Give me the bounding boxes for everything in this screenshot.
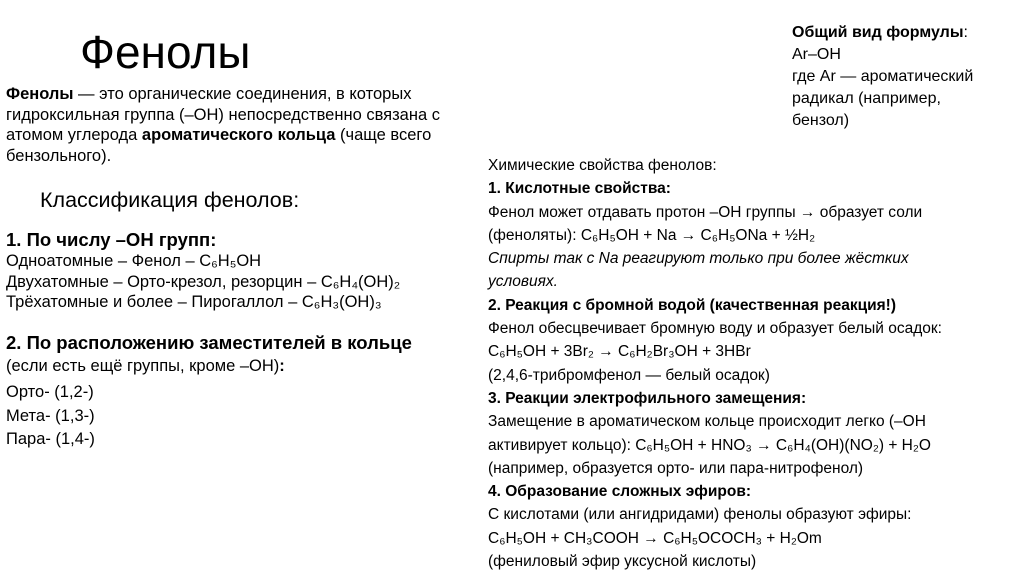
chem-p3-line3: (например, образуется орто- или пара-нитрофенол) <box>488 459 864 477</box>
formula-text: Ar–OH <box>792 46 841 63</box>
chem-p3-line1: Замещение в ароматическом кольце происходит легко (–OH <box>488 413 926 431</box>
section2-note-colon: : <box>279 357 285 375</box>
general-formula-box <box>792 22 973 132</box>
section1-heading: 1. По числу –OH групп: <box>6 229 217 250</box>
definition-text-2: (чаще всего бензольного). <box>6 126 432 165</box>
section1-line-monohydric: Одноатомные – Фенол – C₆H₅OH <box>6 252 262 270</box>
section2-note <box>6 355 285 377</box>
chem-p4-line1: С кислотами (или ангидридами) фенолы образуют эфиры: <box>488 506 912 524</box>
chemical-properties-block <box>488 154 1024 573</box>
section2-heading: 2. По расположению заместителей в кольце <box>6 332 412 353</box>
formula-where-3: бензол) <box>792 112 850 129</box>
formula-where-2: радикал (например, <box>792 90 941 107</box>
chem-p4-title: 4. Образование сложных эфиров: <box>488 483 752 501</box>
formula-heading: Общий вид формулы <box>792 24 964 41</box>
section1-list <box>6 251 400 313</box>
section2-list <box>6 381 95 452</box>
classification-title <box>40 186 299 214</box>
chem-p1-italic1: Спирты так с Na реагируют только при более жёстких <box>488 250 909 268</box>
classification-title-colon: : <box>293 188 300 212</box>
classification-title-text: Классификация фенолов <box>40 188 294 212</box>
section2-line-meta: Мета- (1,3-) <box>6 406 95 425</box>
chem-p2-line2: C₆H₅OH + 3Br₂ → C₆H₂Br₃OH + 3HBr <box>488 343 751 361</box>
chem-heading: Химические свойства фенолов: <box>488 157 717 174</box>
section1-line-trihydric: Трёхатомные и более – Пирогаллол – C₆H₃(OH)₃ <box>6 293 382 311</box>
section2-line-para: Пара- (1,4-) <box>6 430 95 448</box>
chem-p3-line2: активирует кольцо): C₆H₅OH + HNO₃ → C₆H₄(OH)(NO₂) + H₂O <box>488 436 931 454</box>
chem-p1-line1: Фенол может отдавать протон –OH группы → образует соли <box>488 203 923 221</box>
section2-line-ortho: Орто- (1,2-) <box>6 383 94 401</box>
definition-paragraph <box>6 84 492 166</box>
definition-text-1: — это органические соединения, в которых гидроксильная группа (–OH) непосредственно связана с атомом углерода <box>6 85 440 144</box>
formula-heading-colon: : <box>963 24 968 41</box>
chem-p1-italic2: условиях. <box>488 273 558 291</box>
formula-where-1: где Ar — ароматический <box>792 68 974 85</box>
chem-p2-title: 2. Реакция с бромной водой (качественная реакция!) <box>488 296 896 314</box>
section2-note-text: (если есть ещё группы, кроме –OH) <box>6 357 280 375</box>
chem-p1-line2: (феноляты): C₆H₅OH + Na → C₆H₅ONa + ½H₂ <box>488 226 816 244</box>
definition-term: Фенолы <box>6 85 74 103</box>
chem-p4-line3: (фениловый эфир уксусной кислоты) <box>488 553 757 571</box>
chem-p1-title: 1. Кислотные свойства: <box>488 180 671 198</box>
chem-p2-line3: (2,4,6-трибромфенол — белый осадок) <box>488 366 770 384</box>
section1-line-dihydric: Двухатомные – Орто-крезол, резорцин – C₆H₄(OH)₂ <box>6 272 401 291</box>
formula-heading-line <box>792 22 973 44</box>
page-title: Фенолы <box>80 26 251 78</box>
chem-p4-line2: C₆H₅OH + CH₃COOH → C₆H₅OCOCH₃ + H₂Om <box>488 529 822 547</box>
chem-p3-title: 3. Реакции электрофильного замещения: <box>488 389 807 407</box>
definition-emphasis: ароматического кольца <box>141 126 336 144</box>
chem-p2-line1: Фенол обесцвечивает бромную воду и образует белый осадок: <box>488 320 942 338</box>
